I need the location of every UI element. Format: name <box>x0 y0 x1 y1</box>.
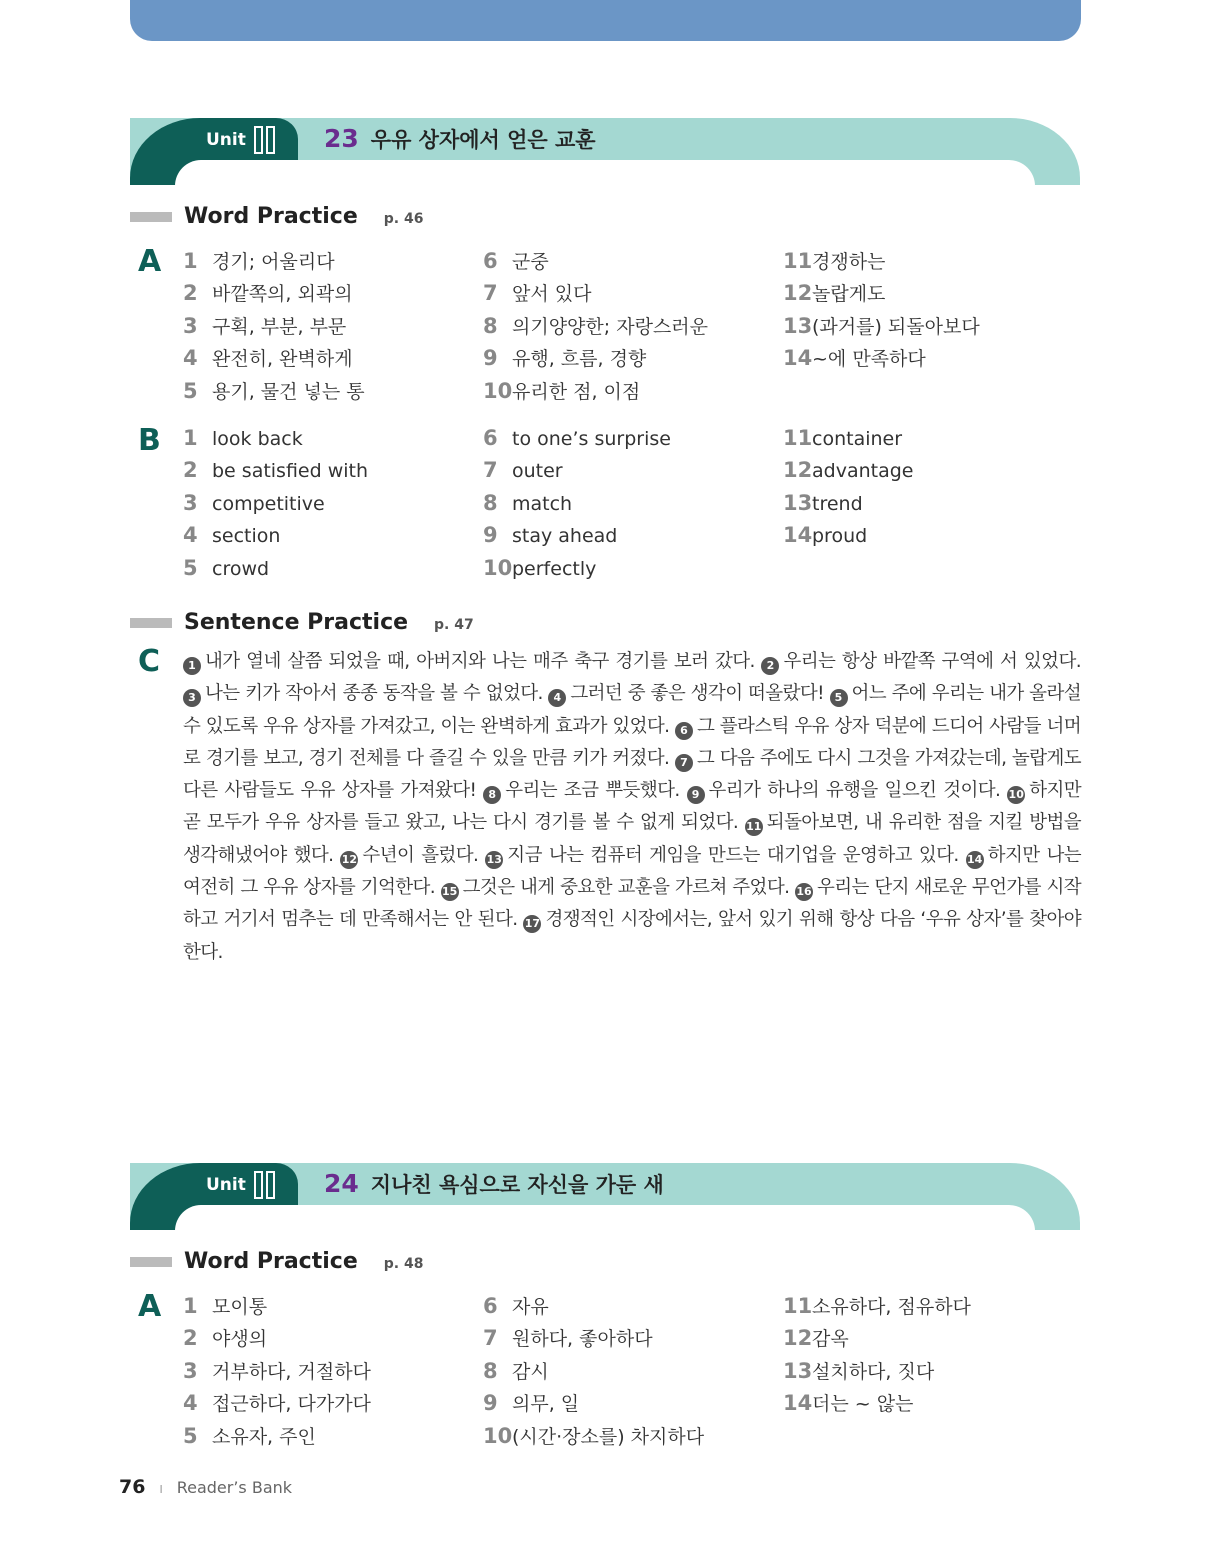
word-item <box>183 247 335 274</box>
item-number: 11 <box>783 249 813 273</box>
sentence-text: 수년이 흘렀다. <box>362 844 479 866</box>
word-item <box>783 1292 971 1319</box>
item-text: be satisfied with <box>212 460 369 483</box>
item-text: 완전히, 완벽하게 <box>212 348 353 371</box>
unit-header-24 <box>130 1163 1080 1230</box>
item-number: 3 <box>183 1358 198 1383</box>
item-number: 12 <box>783 458 813 483</box>
word-item <box>483 426 671 450</box>
item-number: 4 <box>183 1391 198 1416</box>
word-item <box>483 523 617 547</box>
lesson-number: 23 <box>324 124 359 153</box>
lesson-title: 우유 상자에서 얻은 교훈 <box>370 128 596 152</box>
word-item <box>483 1292 549 1319</box>
sentence <box>687 780 1008 801</box>
item-number: 5 <box>183 378 198 403</box>
sentence-text: 그 플라스틱 우유 상자 덕분에 드디어 사람들 너머로 경기를 보고, 경기 전체를 다 즐길 수 있을 만큼 키가 커졌다. <box>183 715 1081 769</box>
sentence-text: 나는 키가 작아서 종종 동작을 볼 수 없었다. <box>205 683 543 705</box>
page-footer <box>119 1476 292 1498</box>
item-text: 소유하다, 점유하다 <box>812 1296 971 1318</box>
word-item <box>183 279 353 306</box>
word-item <box>183 426 303 450</box>
item-text: proud <box>812 525 868 548</box>
item-text: 경쟁하는 <box>812 251 886 273</box>
item-text: 바깥쪽의, 외곽의 <box>212 283 353 306</box>
section-page-ref: p. 48 <box>383 1256 424 1272</box>
item-text: 군중 <box>512 251 549 273</box>
sentence-text: 그러던 중 좋은 생각이 떠올랐다! <box>570 683 824 705</box>
unit-label: Unit <box>206 130 246 150</box>
item-number: 5 <box>183 1423 198 1448</box>
sentence <box>441 877 795 898</box>
item-text: outer <box>512 460 563 483</box>
item-number: 11 <box>783 1294 813 1318</box>
section-title: Word Practice <box>184 1249 358 1274</box>
word-item <box>183 523 280 547</box>
item-text: to one’s surprise <box>512 428 671 450</box>
item-number: 6 <box>483 426 498 450</box>
sentence-number: 12 <box>340 851 358 869</box>
item-number: 7 <box>483 1326 498 1351</box>
item-text: 놀랍게도 <box>812 283 886 306</box>
item-number: 1 <box>183 249 198 273</box>
item-text: 자유 <box>512 1296 549 1318</box>
item-text: section <box>212 525 281 548</box>
sentence-number: 16 <box>795 883 813 901</box>
item-text: 유리한 점, 이점 <box>512 380 641 403</box>
exercise-letter-b: B <box>138 423 161 458</box>
item-number: 8 <box>483 1358 498 1383</box>
sentence-number: 1 <box>183 657 201 675</box>
item-number: 3 <box>183 313 198 338</box>
sentence-text: 우리는 단지 새로운 무언가를 시작하고 거기서 멈추는 데 만족해서는 안 된다. <box>183 877 1082 931</box>
item-number: 14 <box>783 523 813 548</box>
word-item <box>183 344 353 371</box>
item-text: 용기, 물건 넣는 통 <box>212 380 365 403</box>
sentence-text: 하지만 나는 여전히 그 우유 상자를 기억한다. <box>183 844 1082 899</box>
item-text: (시간·장소를) 차지하다 <box>512 1425 705 1448</box>
word-item <box>483 491 572 515</box>
item-text: 더는 ~ 않는 <box>812 1393 914 1416</box>
item-number: 5 <box>183 555 198 580</box>
word-item <box>483 312 708 339</box>
sentence-text: 그것은 내게 중요한 교훈을 가르쳐 주었다. <box>462 877 790 899</box>
word-item <box>183 1422 316 1449</box>
word-practice-heading <box>130 1249 423 1274</box>
exercise-letter-a: A <box>138 1289 162 1324</box>
word-item <box>183 491 325 515</box>
item-text: 유행, 흐름, 경향 <box>512 348 647 371</box>
item-number: 13 <box>783 490 813 515</box>
sentence-text: 경쟁적인 시장에서는, 앞서 있기 위해 항상 다음 ‘우유 상자’를 찾아야 한다. <box>183 909 1082 963</box>
sentence-number: 10 <box>1007 786 1025 804</box>
sentence-text: 우리는 조금 뿌듯했다. <box>505 780 680 802</box>
word-item <box>483 1324 653 1351</box>
item-text: 원하다, 좋아하다 <box>512 1328 653 1351</box>
item-text: ~에 만족하다 <box>812 348 926 371</box>
footer-separator: I <box>159 1483 163 1496</box>
sentence-number: 9 <box>687 786 705 804</box>
item-text: container <box>812 428 903 450</box>
word-item <box>783 458 913 482</box>
word-item <box>183 377 365 404</box>
word-item <box>783 491 863 515</box>
sentence-number: 4 <box>548 689 566 707</box>
item-number: 7 <box>483 458 498 483</box>
word-item <box>183 1324 267 1351</box>
item-text: 거부하다, 거절하다 <box>212 1360 371 1383</box>
top-banner <box>130 0 1081 41</box>
item-number: 8 <box>483 490 498 515</box>
sentence <box>485 845 965 866</box>
word-item <box>483 556 596 580</box>
item-text: stay ahead <box>512 525 618 548</box>
sentence <box>483 780 686 801</box>
exercise-letter-c: C <box>138 644 161 679</box>
word-item <box>183 556 269 580</box>
sentence <box>183 651 761 672</box>
word-item <box>783 523 867 547</box>
word-item <box>783 1357 934 1384</box>
sentence-text: 우리가 하나의 유행을 일으킨 것이다. <box>708 780 1001 802</box>
item-text: crowd <box>212 557 270 580</box>
item-text: 구획, 부분, 부문 <box>212 315 347 338</box>
item-text: 모이통 <box>212 1296 268 1318</box>
word-item <box>783 344 926 371</box>
word-item <box>783 312 980 339</box>
sentence <box>548 683 829 704</box>
item-text: 의기양양한; 자랑스러운 <box>512 315 708 338</box>
item-number: 1 <box>183 1294 198 1318</box>
word-item <box>783 1389 913 1416</box>
section-page-ref: p. 46 <box>383 211 424 227</box>
sentence-number: 2 <box>761 657 779 675</box>
item-text: 앞서 있다 <box>512 283 592 306</box>
item-text: 설치하다, 짓다 <box>812 1360 935 1383</box>
sentence-practice-heading <box>130 610 474 635</box>
item-text: 야생의 <box>212 1328 268 1351</box>
item-number: 10 <box>483 1423 513 1448</box>
sentence-number: 5 <box>830 689 848 707</box>
sentence-text: 내가 열네 살쯤 되었을 때, 아버지와 나는 매주 축구 경기를 보러 갔다. <box>205 651 755 672</box>
item-text: (과거를) 되돌아보다 <box>812 315 980 338</box>
item-text: 감옥 <box>812 1328 849 1351</box>
sentence <box>340 845 485 866</box>
sentence-text: 그 다음 주에도 다시 그것을 가져갔는데, 놀랍게도 다른 사람들도 우유 상자를 가져왔다! <box>183 747 1082 802</box>
sentence <box>183 683 548 704</box>
word-item <box>483 344 646 371</box>
item-number: 14 <box>783 1391 813 1416</box>
item-number: 2 <box>183 1326 198 1351</box>
item-number: 12 <box>783 1326 813 1351</box>
sentence-text: 하지만 곧 모두가 우유 상자를 들고 왔고, 나는 다시 경기를 볼 수 없게 되었다. <box>183 780 1082 834</box>
word-item <box>183 1389 371 1416</box>
word-item <box>483 377 640 404</box>
word-item <box>183 458 368 482</box>
item-text: match <box>512 492 573 515</box>
item-number: 3 <box>183 490 198 515</box>
lesson-title: 지나친 욕심으로 자신을 가둔 새 <box>370 1173 664 1197</box>
sentence <box>761 651 1081 672</box>
sentence-number: 6 <box>675 722 693 740</box>
sentence-text: 되돌아보면, 내 유리한 점을 지킬 방법을 생각해냈어야 했다. <box>183 812 1082 866</box>
sentence-number: 11 <box>745 818 763 836</box>
unit-header-23 <box>130 118 1080 185</box>
item-text: 감시 <box>512 1360 549 1383</box>
sentence-number: 15 <box>441 883 459 901</box>
item-number: 8 <box>483 313 498 338</box>
item-number: 9 <box>483 346 498 371</box>
unit-number-badge <box>254 1171 275 1199</box>
item-text: competitive <box>212 492 325 515</box>
word-item <box>783 279 885 306</box>
page-number: 76 <box>119 1476 146 1498</box>
item-text: trend <box>812 492 863 515</box>
item-text: 소유자, 주인 <box>212 1425 316 1448</box>
sentence-number: 13 <box>485 851 503 869</box>
sentence-number: 3 <box>183 689 201 707</box>
word-item <box>483 247 549 274</box>
unit-number-badge <box>254 126 275 154</box>
sentence-number: 17 <box>523 915 541 933</box>
word-item <box>183 1292 267 1319</box>
word-item <box>183 1357 371 1384</box>
section-title: Sentence Practice <box>184 610 409 635</box>
sentence-number: 14 <box>966 851 984 869</box>
word-item <box>483 279 591 306</box>
item-text: 접근하다, 다가가다 <box>212 1393 371 1416</box>
word-item <box>483 458 563 482</box>
section-title: Word Practice <box>184 204 358 229</box>
item-text: look back <box>212 428 303 450</box>
unit-label: Unit <box>206 1175 246 1195</box>
word-item <box>483 1357 549 1384</box>
item-number: 2 <box>183 281 198 306</box>
word-item <box>783 247 885 274</box>
book-title: Reader’s Bank <box>176 1478 293 1497</box>
item-text: 의무, 일 <box>512 1393 580 1416</box>
item-number: 12 <box>783 281 813 306</box>
sentence-practice-text <box>183 646 1081 969</box>
section-page-ref: p. 47 <box>434 617 474 633</box>
item-text: advantage <box>812 460 914 483</box>
word-item <box>483 1422 704 1449</box>
item-number: 14 <box>783 346 813 371</box>
word-item <box>183 312 346 339</box>
word-item <box>783 426 902 450</box>
item-number: 1 <box>183 426 198 450</box>
sentence-number: 8 <box>483 786 501 804</box>
item-number: 9 <box>483 523 498 548</box>
item-number: 6 <box>483 249 498 273</box>
item-number: 10 <box>483 555 513 580</box>
sentence-text: 우리는 항상 바깥쪽 구역에 서 있었다. <box>783 651 1081 672</box>
sentence-text: 지금 나는 컴퓨터 게임을 만드는 대기업을 운영하고 있다. <box>507 844 959 866</box>
word-item <box>783 1324 849 1351</box>
item-number: 10 <box>483 378 513 403</box>
item-number: 11 <box>783 426 813 450</box>
word-practice-heading <box>130 204 423 229</box>
word-item <box>483 1389 579 1416</box>
item-number: 4 <box>183 523 198 548</box>
sentence-number: 7 <box>675 754 693 772</box>
item-number: 13 <box>783 313 813 338</box>
exercise-letter-a: A <box>138 244 162 279</box>
item-number: 13 <box>783 1358 813 1383</box>
item-text: perfectly <box>512 557 597 580</box>
lesson-number: 24 <box>324 1169 359 1198</box>
item-number: 6 <box>483 1294 498 1318</box>
item-text: 경기; 어울리다 <box>212 251 335 273</box>
sentence-text: 어느 주에 우리는 내가 올라설 수 있도록 우유 상자를 가져갔고, 이는 완벽하게 효과가 있었다. <box>183 683 1081 737</box>
item-number: 2 <box>183 458 198 483</box>
item-number: 4 <box>183 346 198 371</box>
item-number: 7 <box>483 281 498 306</box>
item-number: 9 <box>483 1391 498 1416</box>
